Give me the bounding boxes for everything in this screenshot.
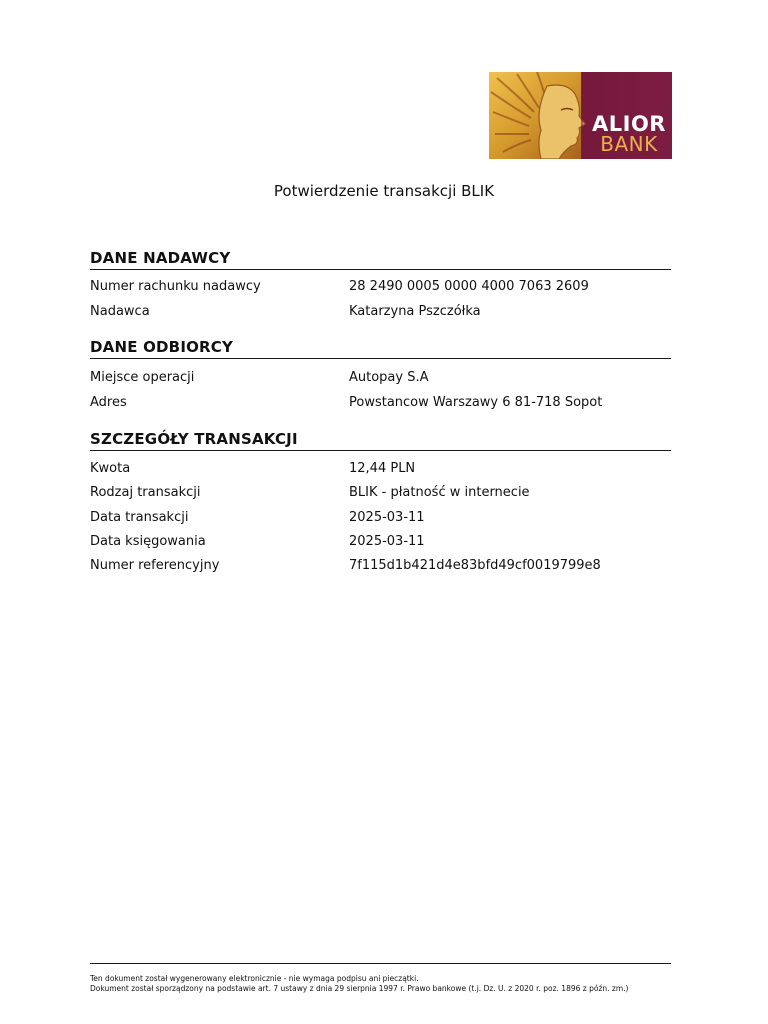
row-recipient-address (90, 395, 671, 413)
logo-text-bank: BANK (600, 132, 658, 156)
row-reference-number (90, 558, 671, 576)
row-value: Autopay S.A (349, 370, 429, 385)
row-value: 12,44 PLN (349, 461, 416, 476)
row-recipient-place (90, 370, 671, 388)
row-value: 28 2490 0005 0000 4000 7063 2609 (349, 279, 589, 294)
section-heading-sender-text: DANE NADAWCY (90, 249, 231, 267)
alior-bank-logo (489, 72, 672, 159)
row-sender-name (90, 304, 671, 322)
row-label: Numer rachunku nadawcy (90, 279, 261, 294)
row-value: 2025-03-11 (349, 510, 425, 525)
row-label: Nadawca (90, 304, 150, 319)
row-value: 2025-03-11 (349, 534, 425, 549)
footer-note (90, 974, 628, 994)
row-sender-account (90, 279, 671, 297)
section-heading-transaction (90, 428, 671, 451)
section-heading-transaction-text: SZCZEGÓŁY TRANSAKCJI (90, 430, 298, 448)
row-label: Data transakcji (90, 510, 189, 525)
logo-text-alior: ALIOR (592, 112, 666, 136)
row-label: Adres (90, 395, 127, 410)
row-transaction-type (90, 485, 671, 503)
row-transaction-date (90, 510, 671, 528)
row-value: BLIK - płatność w internecie (349, 485, 530, 500)
section-heading-recipient-text: DANE ODBIORCY (90, 338, 234, 356)
row-value: Powstancow Warszawy 6 81-718 Sopot (349, 395, 603, 410)
row-label: Numer referencyjny (90, 558, 220, 573)
document-title: Potwierdzenie transakcji BLIK (273, 182, 495, 200)
row-value: 7f115d1b421d4e83bfd49cf0019799e8 (349, 558, 601, 573)
row-posting-date (90, 534, 671, 552)
footer-divider (90, 963, 671, 964)
section-heading-sender (90, 247, 671, 270)
row-label: Kwota (90, 461, 131, 476)
row-label: Miejsce operacji (90, 370, 195, 385)
row-label: Rodzaj transakcji (90, 485, 201, 500)
section-heading-recipient (90, 336, 671, 359)
footer-line-1: Ten dokument został wygenerowany elektronicznie - nie wymaga podpisu ani pieczątki. (90, 974, 419, 983)
footer-line-2: Dokument został sporządzony na podstawie art. 7 ustawy z dnia 29 sierpnia 1997 r. Prawo bankowe (t.j. Dz. U. z 2020 r. poz. 1896 z późn. zm.) (90, 984, 629, 993)
row-amount (90, 461, 671, 479)
row-label: Data księgowania (90, 534, 206, 549)
row-value: Katarzyna Pszczółka (349, 304, 481, 319)
